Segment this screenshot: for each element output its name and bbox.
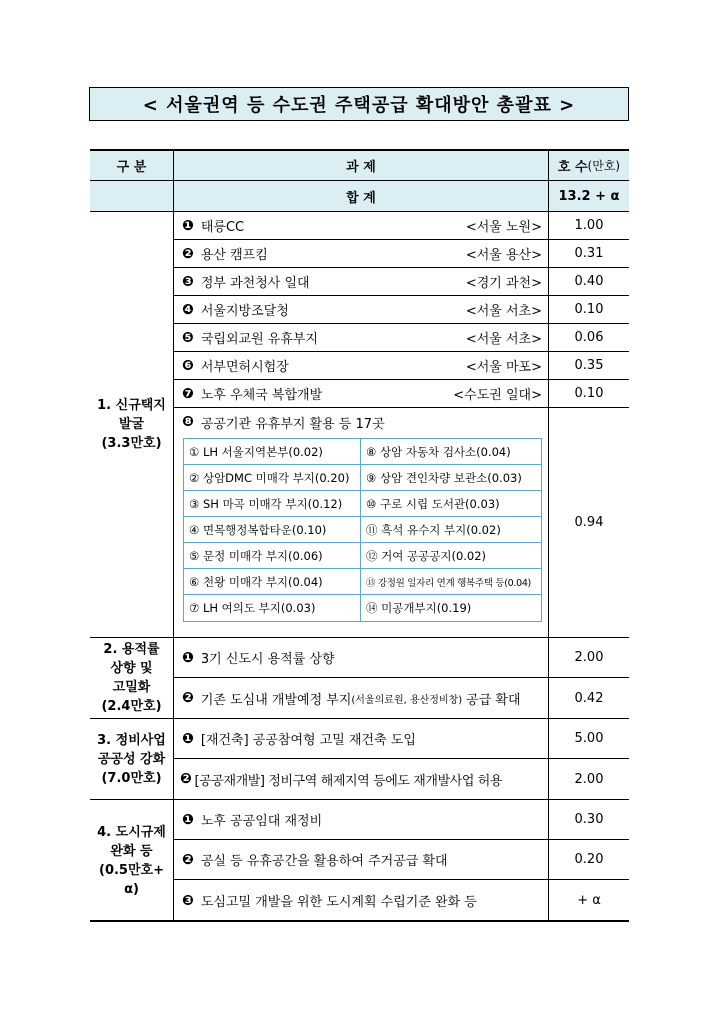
item-name: 서부면허시험장 xyxy=(200,360,289,375)
item-value: 0.94 xyxy=(549,408,629,638)
item-value: 1.00 xyxy=(549,212,629,240)
item-value: 0.10 xyxy=(549,380,629,408)
item-number: ❷ xyxy=(180,771,192,787)
task-row xyxy=(174,759,549,800)
task-row xyxy=(174,296,549,324)
task-row xyxy=(174,719,549,759)
site-item: ⑩ 구로 시립 도서관(0.03) xyxy=(361,491,541,517)
sub-head xyxy=(174,408,548,436)
item-name: 노후 공공임대 재정비 xyxy=(200,814,323,829)
section-label-line: 공공성 강화 xyxy=(97,751,166,767)
task-row xyxy=(174,380,549,408)
item-value: + α xyxy=(577,893,601,908)
item-location: <서울 마포> xyxy=(465,360,542,375)
site-item: ⑤ 문정 미매각 부지(0.06) xyxy=(184,543,361,569)
item-value: 0.35 xyxy=(549,352,629,380)
total-value: 13.2 + α xyxy=(549,181,629,212)
item-name-suffix: 공급 확대 xyxy=(466,692,521,708)
section-label-line: 2. 용적률 xyxy=(103,642,160,657)
task-row xyxy=(174,840,549,880)
task-row xyxy=(174,352,549,380)
item-number: ❷ xyxy=(182,245,194,262)
item-location: <서울 노원> xyxy=(465,220,542,235)
task-row xyxy=(174,678,549,719)
site-item: ⑧ 상암 자동차 검사소(0.04) xyxy=(361,439,541,465)
site-item: ⑫ 거여 공공공지(0.02) xyxy=(361,543,541,569)
item-name: 정부 과천청사 일대 xyxy=(200,276,310,291)
item-name: 노후 우체국 복합개발 xyxy=(200,388,323,403)
item-name: 3기 신도시 용적률 상향 xyxy=(200,652,335,667)
item-name: 기존 도심내 개발예정 부지 xyxy=(200,692,352,708)
task-row xyxy=(174,240,549,268)
task-row xyxy=(174,324,549,352)
item-number: ❷ xyxy=(182,690,194,706)
item-name: 공실 등 유휴공간을 활용하여 주거공급 확대 xyxy=(200,854,448,869)
section-label-line: (3.3만호) xyxy=(101,436,162,451)
item-number: ❶ xyxy=(182,811,194,828)
item-name: [재건축] 공공참여형 고밀 재건축 도입 xyxy=(200,733,416,748)
item-note: (서울의료원, 용산정비창) xyxy=(351,694,463,706)
summary-table xyxy=(90,149,629,922)
section-label-line: 1. 신규택지 xyxy=(97,398,166,413)
task-row xyxy=(174,800,549,840)
item-name: 국립외교원 유휴부지 xyxy=(200,332,319,347)
section-4-category xyxy=(90,800,174,921)
task-row xyxy=(174,638,549,678)
item-number: ❽ xyxy=(182,414,194,430)
page-title: < 서울권역 등 수도권 주택공급 확대방안 총괄표 > xyxy=(89,87,629,121)
item-location: <수도권 일대> xyxy=(453,388,542,403)
item-value: 2.00 xyxy=(549,759,629,800)
site-item: ⑭ 미공개부지(0.19) xyxy=(366,601,472,615)
item-value: 0.20 xyxy=(549,840,629,880)
item-name: 공공기관 유휴부지 활용 등 17곳 xyxy=(200,416,385,432)
item-value: 0.42 xyxy=(549,678,629,719)
site-item: ① LH 서울지역본부(0.02) xyxy=(184,439,361,465)
site-list xyxy=(183,438,542,622)
task-row xyxy=(174,212,549,240)
item-location: <서울 서초> xyxy=(465,332,542,347)
item-location: <서울 서초> xyxy=(465,304,542,319)
section-1-category xyxy=(90,212,174,638)
section-label-line: (7.0만호) xyxy=(101,770,162,786)
item-name: 서울지방조달청 xyxy=(200,304,289,319)
item-number: ❶ xyxy=(182,649,194,666)
item-number: ❼ xyxy=(182,385,194,402)
item-value: 0.06 xyxy=(549,324,629,352)
item-number: ❶ xyxy=(182,730,194,747)
site-item: ⑪ 흑석 유수지 부지(0.02) xyxy=(361,517,541,543)
item-location: <경기 과천> xyxy=(465,276,542,291)
task-row xyxy=(174,880,549,921)
item-value: 0.10 xyxy=(549,296,629,324)
item-location: <서울 용산> xyxy=(465,248,542,263)
item-name: 도심고밀 개발을 위한 도시계획 수립기준 완화 등 xyxy=(200,895,477,910)
item-value: 0.40 xyxy=(549,268,629,296)
site-item: ⑦ LH 여의도 부지(0.03) xyxy=(184,595,361,621)
item-name: 태릉CC xyxy=(200,220,245,235)
item-number: ❷ xyxy=(182,851,194,868)
site-item: ② 상암DMC 미매각 부지(0.20) xyxy=(184,465,361,491)
total-label: 합 계 xyxy=(174,181,549,212)
site-item: ④ 면목행정복합타운(0.10) xyxy=(184,517,361,543)
section-3-category xyxy=(90,719,174,800)
site-item: ⑬ 강정원 일자리 연계 행복주택 등(0.04) xyxy=(361,569,541,595)
item-number: ❹ xyxy=(182,301,194,318)
site-item: ⑥ 천왕 미매각 부지(0.04) xyxy=(184,569,361,595)
header-count-unit: (만호) xyxy=(587,159,621,173)
item-value: 2.00 xyxy=(549,638,629,678)
header-category: 구 분 xyxy=(90,151,174,181)
item-name: 용산 캠프킴 xyxy=(200,248,268,263)
section-label-line: 발굴 xyxy=(118,417,145,432)
header-task: 과 제 xyxy=(174,151,549,181)
task-row xyxy=(174,268,549,296)
section-label-line: 완화 등 xyxy=(110,843,153,859)
header-count xyxy=(549,151,629,181)
site-item: ⑨ 상암 견인차량 보관소(0.03) xyxy=(361,465,541,491)
total-blank-cell xyxy=(90,181,174,212)
item-value: 5.00 xyxy=(549,719,629,759)
item-number: ❻ xyxy=(182,357,194,374)
item-number: ❺ xyxy=(182,329,194,346)
item-value: 0.31 xyxy=(549,240,629,268)
section-label-line: (2.4만호) xyxy=(101,699,162,714)
header-count-label: 호 수 xyxy=(557,160,588,175)
site-item: ③ SH 마곡 미매각 부지(0.12) xyxy=(184,491,361,517)
item-number: ❸ xyxy=(182,892,194,909)
section-label-line: 3. 정비사업 xyxy=(97,732,166,748)
section-label-line: 고밀화 xyxy=(112,680,151,695)
task-row-public-sites xyxy=(174,408,549,638)
section-label-line: 상향 및 xyxy=(110,661,153,676)
item-number: ❸ xyxy=(182,273,194,290)
item-number: ❶ xyxy=(182,217,194,234)
item-name: [공공재개발] 정비구역 해제지역 등에도 재개발사업 허용 xyxy=(194,773,503,789)
section-label-line: (0.5만호+ α) xyxy=(99,862,164,897)
section-2-category xyxy=(90,638,174,719)
item-value: 0.30 xyxy=(549,800,629,840)
section-label-line: 4. 도시규제 xyxy=(97,824,166,840)
